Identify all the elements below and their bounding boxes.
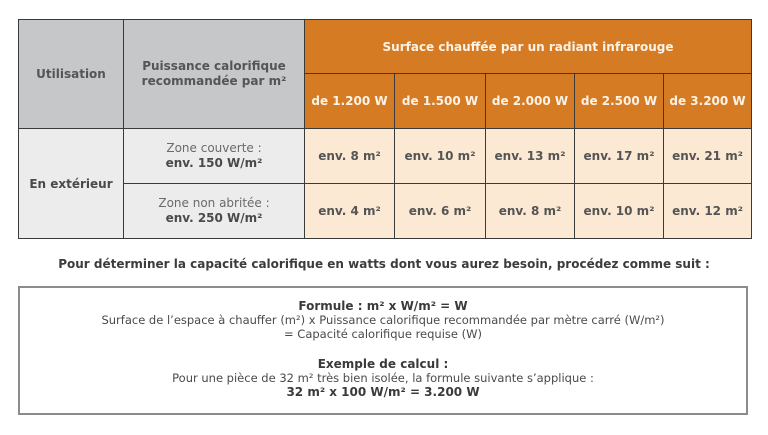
example-description: Pour une pièce de 32 m² très bien isolée, la formule suivante s’applique : — [172, 371, 594, 385]
header-surface-group: Surface chauffée par un radiant infrarouge — [305, 20, 752, 74]
zone-name: Zone couverte : — [166, 141, 262, 155]
formula-title: Formule : m² x W/m² = W — [298, 299, 468, 313]
surface-value: env. 12 m² — [664, 184, 752, 239]
example-title: Exemple de calcul : — [317, 357, 449, 371]
header-power-2500: de 2.500 W — [575, 74, 664, 129]
formula-description: Surface de l’espace à chauffer (m²) x Puissance calorifique recommandée par mètre carré (W/m²) — [101, 313, 665, 327]
surface-value: env. 13 m² — [486, 129, 575, 184]
surface-value: env. 8 m² — [305, 129, 395, 184]
surface-value: env. 8 m² — [486, 184, 575, 239]
surface-value: env. 17 m² — [575, 129, 664, 184]
surface-value: env. 21 m² — [664, 129, 752, 184]
formula-box — [18, 286, 748, 415]
zone-name: Zone non abritée : — [158, 196, 270, 210]
table-row — [19, 184, 752, 239]
header-power-1500: de 1.500 W — [395, 74, 486, 129]
instruction-text: Pour déterminer la capacité calorifique en watts dont vous aurez besoin, procédez comme suit : — [58, 257, 710, 271]
surface-value: env. 10 m² — [575, 184, 664, 239]
zone-covered — [124, 129, 305, 184]
zone-power: env. 150 W/m² — [165, 156, 263, 170]
heating-table-container — [18, 19, 751, 238]
surface-value: env. 4 m² — [305, 184, 395, 239]
heating-capacity-table — [18, 19, 752, 239]
formula-result-description: = Capacité calorifique requise (W) — [284, 327, 482, 341]
header-usage: Utilisation — [19, 20, 124, 129]
header-power-recommended: Puissance calorifique recommandée par m² — [124, 20, 305, 129]
surface-value: env. 6 m² — [395, 184, 486, 239]
surface-value: env. 10 m² — [395, 129, 486, 184]
header-power-2000: de 2.000 W — [486, 74, 575, 129]
header-power-3200: de 3.200 W — [664, 74, 752, 129]
usage-outdoor: En extérieur — [19, 129, 124, 239]
zone-unsheltered — [124, 184, 305, 239]
example-result: 32 m² x 100 W/m² = 3.200 W — [286, 385, 480, 399]
header-power-1200: de 1.200 W — [305, 74, 395, 129]
table-row — [19, 129, 752, 184]
zone-power: env. 250 W/m² — [165, 211, 263, 225]
